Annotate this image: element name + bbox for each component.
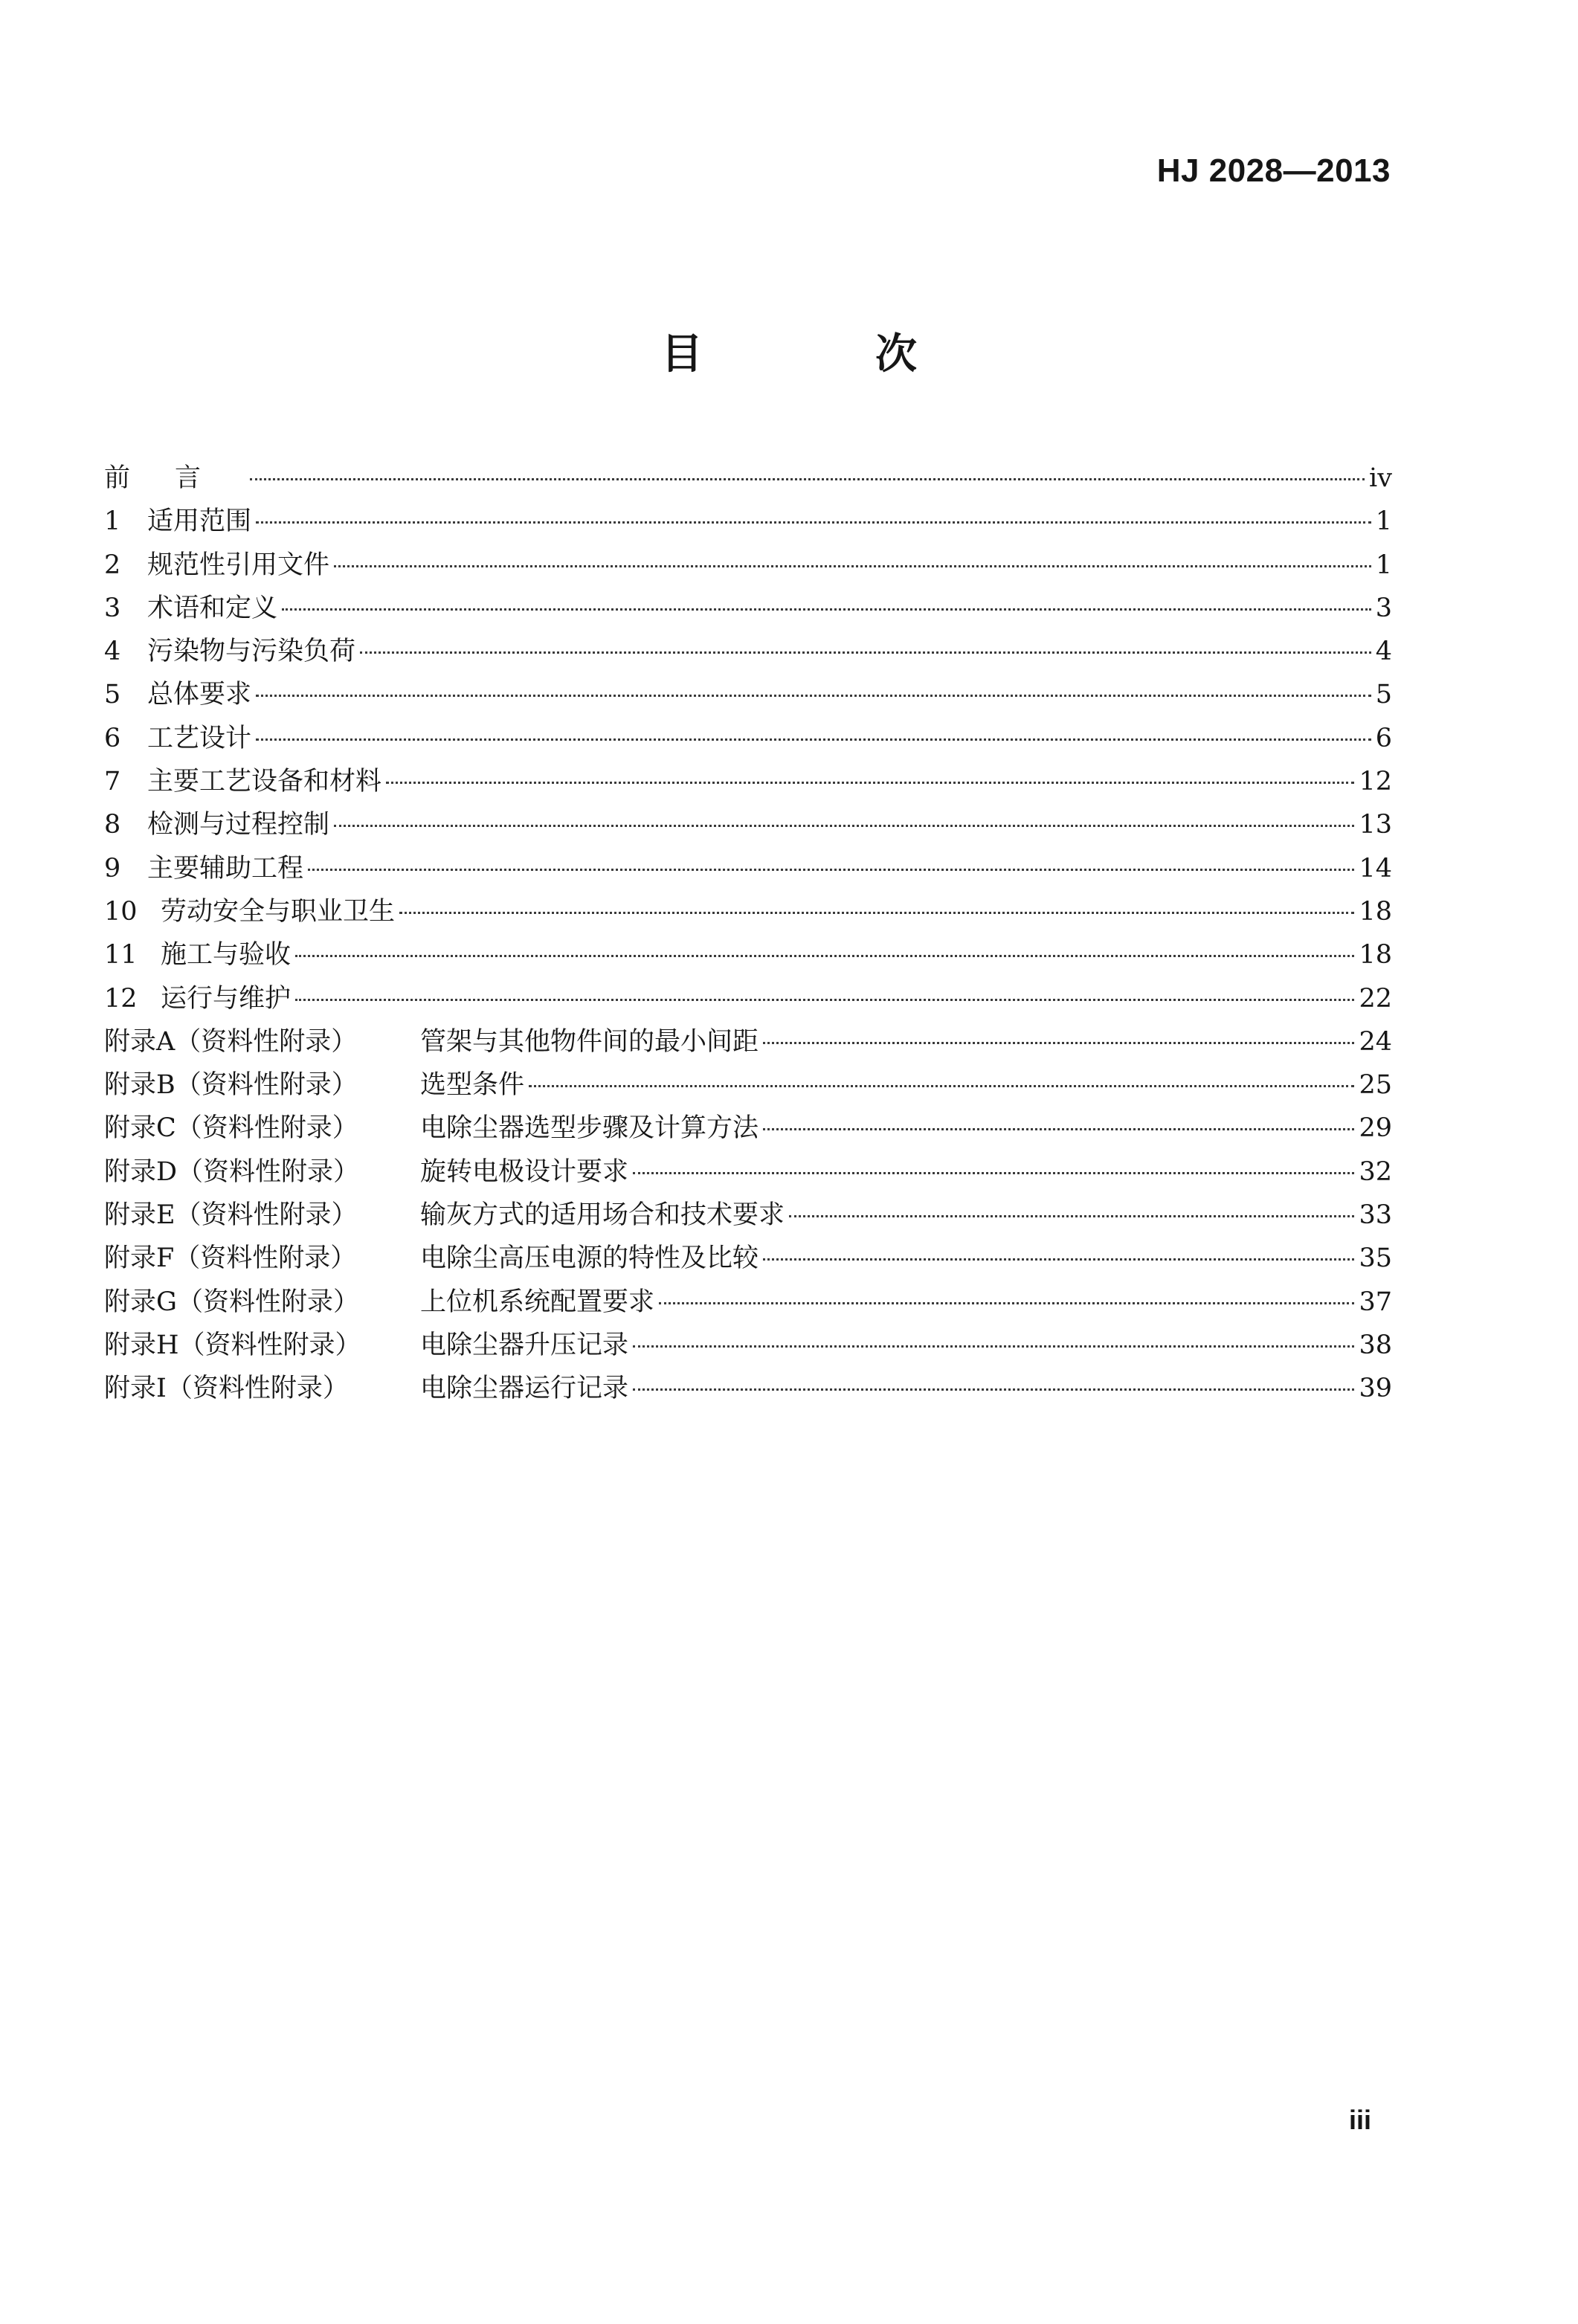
- dot-leader: [250, 478, 1365, 480]
- toc-entry-number: 10: [104, 896, 138, 927]
- appendix-title: 输灰方式的适用场合和技术要求: [420, 1200, 785, 1231]
- toc-entry-label: 劳动安全与职业卫生: [161, 896, 396, 927]
- toc-entry-number: 8: [104, 810, 121, 840]
- toc-entry-page: 24: [1359, 1026, 1392, 1057]
- appendix-designation: 附录B（资料性附录）: [104, 1070, 358, 1101]
- dot-leader: [308, 869, 1354, 871]
- toc-entry-page: 3: [1375, 593, 1392, 623]
- dot-leader: [763, 1128, 1354, 1130]
- toc-appendix-entry[interactable]: [104, 1237, 1392, 1280]
- toc-title: 目 次: [661, 330, 982, 379]
- toc-entry-label: 施工与验收: [161, 940, 292, 971]
- appendix-designation: 附录H（资料性附录）: [104, 1330, 361, 1360]
- toc-entry-page: 14: [1359, 853, 1392, 883]
- toc-entry[interactable]: [104, 890, 1392, 933]
- dot-leader: [633, 1388, 1354, 1391]
- toc-entry-page: 1: [1375, 550, 1392, 580]
- dot-leader: [256, 695, 1371, 697]
- toc-entry-page: 25: [1359, 1070, 1392, 1101]
- toc-entry-page: 37: [1359, 1287, 1392, 1317]
- toc-entry-number: 9: [104, 853, 121, 883]
- toc-entry-label: 检测与过程控制: [147, 810, 330, 840]
- appendix-designation: 附录A（资料性附录）: [104, 1026, 358, 1057]
- toc-entry-page: 35: [1359, 1243, 1392, 1274]
- dot-leader: [334, 825, 1354, 827]
- toc-entry-page: 22: [1359, 983, 1392, 1014]
- toc-entry-page: 4: [1375, 637, 1392, 667]
- toc-entry[interactable]: [104, 977, 1392, 1020]
- page-number: iii: [1348, 2105, 1371, 2135]
- dot-leader: [633, 1172, 1354, 1174]
- toc-entry-label: 污染物与污染负荷: [147, 637, 356, 667]
- dot-leader: [763, 1042, 1354, 1044]
- toc-entry[interactable]: [104, 630, 1392, 673]
- appendix-title: 电除尘器选型步骤及计算方法: [420, 1113, 759, 1144]
- toc-appendix-entry[interactable]: [104, 1107, 1392, 1150]
- toc-entry-page: 13: [1359, 810, 1392, 840]
- toc-appendix-entry[interactable]: [104, 1324, 1392, 1367]
- appendix-title: 电除尘器运行记录: [420, 1374, 629, 1404]
- toc-entry-number: 4: [104, 637, 121, 667]
- toc-entry-page: 39: [1359, 1374, 1392, 1404]
- toc-entry-label: 适用范围: [147, 506, 252, 537]
- toc-entry-number: 7: [104, 767, 121, 797]
- dot-leader: [295, 999, 1354, 1001]
- toc-entry-label: 总体要求: [147, 680, 252, 710]
- appendix-designation: 附录F（资料性附录）: [104, 1243, 357, 1274]
- toc-entry[interactable]: [104, 803, 1392, 846]
- dot-leader: [633, 1345, 1354, 1348]
- toc-entry[interactable]: [104, 500, 1392, 543]
- toc-entry-number: 11: [104, 940, 138, 971]
- toc-entry-label: 主要辅助工程: [147, 853, 304, 883]
- toc-entry-label: 运行与维护: [161, 983, 292, 1014]
- appendix-title: 电除尘器升压记录: [420, 1330, 629, 1360]
- dot-leader: [789, 1215, 1354, 1217]
- appendix-title: 选型条件: [420, 1070, 525, 1101]
- toc-entry-label: 规范性引用文件: [147, 550, 330, 580]
- toc-appendix-entry[interactable]: [104, 1063, 1392, 1107]
- dot-leader: [763, 1258, 1354, 1261]
- appendix-title: 管架与其他物件间的最小间距: [420, 1026, 759, 1057]
- appendix-designation: 附录I（资料性附录）: [104, 1374, 349, 1404]
- appendix-designation: 附录C（资料性附录）: [104, 1113, 358, 1144]
- toc-entry[interactable]: [104, 673, 1392, 716]
- dot-leader: [256, 521, 1371, 524]
- dot-leader: [282, 608, 1371, 611]
- toc-entry-number: 5: [104, 680, 121, 710]
- dot-leader: [360, 651, 1371, 654]
- toc-entry-page: iv: [1369, 463, 1392, 493]
- toc-entry-page: 6: [1375, 723, 1392, 753]
- toc-entry[interactable]: [104, 847, 1392, 890]
- toc-entry[interactable]: [104, 760, 1392, 803]
- appendix-title: 上位机系统配置要求: [420, 1287, 655, 1317]
- dot-leader: [334, 565, 1371, 567]
- toc-appendix-entry[interactable]: [104, 1281, 1392, 1324]
- toc-entry-label: 工艺设计: [147, 723, 252, 753]
- toc-entry-preface[interactable]: [104, 457, 1392, 500]
- toc-entry-number: 6: [104, 723, 121, 753]
- appendix-designation: 附录E（资料性附录）: [104, 1200, 358, 1231]
- toc-entry-page: 18: [1359, 940, 1392, 971]
- toc-appendix-entry[interactable]: [104, 1194, 1392, 1237]
- toc-entry-number: 12: [104, 983, 138, 1014]
- table-of-contents: [104, 457, 1392, 1411]
- toc-entry-page: 5: [1375, 680, 1392, 710]
- toc-entry-page: 1: [1375, 506, 1392, 537]
- toc-entry-page: 38: [1359, 1330, 1392, 1360]
- dot-leader: [256, 738, 1371, 741]
- document-code: HJ 2028—2013: [1156, 152, 1391, 189]
- toc-entry-label: 主要工艺设备和材料: [147, 767, 382, 797]
- toc-appendix-entry[interactable]: [104, 1367, 1392, 1410]
- toc-entry[interactable]: [104, 933, 1392, 976]
- dot-leader: [529, 1085, 1354, 1087]
- toc-entry-page: 18: [1359, 896, 1392, 927]
- toc-entry-page: 29: [1359, 1113, 1392, 1144]
- toc-entry[interactable]: [104, 717, 1392, 760]
- toc-entry-number: 1: [104, 506, 121, 537]
- toc-entry-label: 前言: [104, 463, 246, 493]
- dot-leader: [295, 955, 1354, 957]
- toc-entry-label: 术语和定义: [147, 593, 278, 623]
- appendix-designation: 附录D（资料性附录）: [104, 1156, 360, 1187]
- toc-appendix-entry[interactable]: [104, 1150, 1392, 1194]
- toc-entry-page: 32: [1359, 1156, 1392, 1187]
- toc-entry-number: 2: [104, 550, 121, 580]
- toc-entry[interactable]: [104, 544, 1392, 587]
- dot-leader: [659, 1302, 1354, 1304]
- dot-leader: [399, 912, 1354, 914]
- appendix-designation: 附录G（资料性附录）: [104, 1287, 359, 1317]
- toc-appendix-entry[interactable]: [104, 1020, 1392, 1063]
- toc-entry-page: 33: [1359, 1200, 1392, 1231]
- appendix-title: 电除尘高压电源的特性及比较: [420, 1243, 759, 1274]
- toc-entry[interactable]: [104, 587, 1392, 630]
- dot-leader: [386, 782, 1354, 784]
- toc-entry-number: 3: [104, 593, 121, 623]
- appendix-title: 旋转电极设计要求: [420, 1156, 629, 1187]
- toc-entry-page: 12: [1359, 767, 1392, 797]
